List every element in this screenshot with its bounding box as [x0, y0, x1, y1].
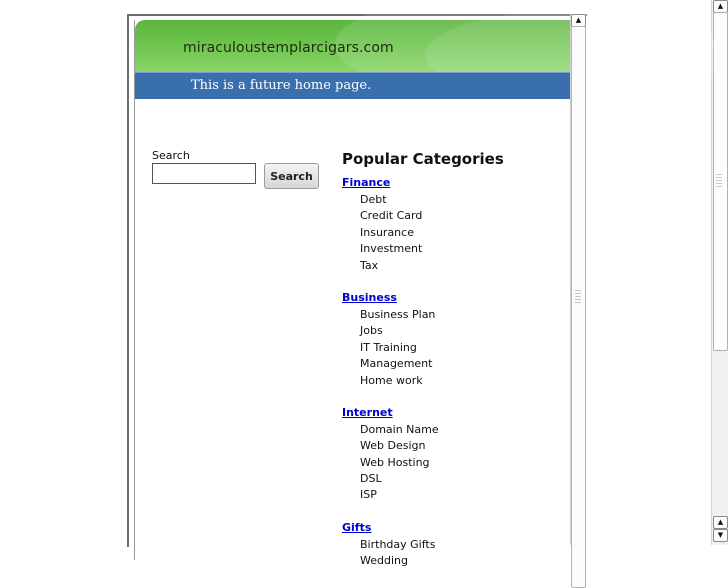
- category-group-business: [342, 290, 567, 389]
- page-scrollbar[interactable]: [711, 0, 728, 545]
- subcategory-item[interactable]: Web Hosting: [360, 455, 430, 469]
- subcategory-item[interactable]: Birthday Gifts: [360, 537, 436, 551]
- site-title: miraculoustemplarcigars.com: [183, 40, 394, 56]
- subcategory-item[interactable]: Wedding: [360, 554, 408, 568]
- search-button[interactable]: Search: [264, 163, 319, 189]
- page-scroll-up-button-bottom[interactable]: [713, 516, 728, 529]
- category-group-internet: [342, 405, 567, 504]
- search-input[interactable]: [152, 163, 256, 184]
- subcategory-item[interactable]: Web Design: [360, 439, 426, 453]
- grip-icon: [575, 290, 581, 304]
- up-arrow-icon: ▲: [575, 16, 582, 24]
- category-link-finance[interactable]: Finance: [342, 176, 391, 189]
- tagline-bar: [135, 72, 573, 99]
- category-link-business[interactable]: Business: [342, 290, 397, 304]
- category-group-gifts: [342, 520, 567, 570]
- category-link-internet[interactable]: Internet: [342, 405, 393, 419]
- subcategory-item[interactable]: Insurance: [360, 225, 414, 239]
- subcategory-item[interactable]: Tax: [360, 258, 379, 272]
- up-arrow-icon: ▲: [717, 2, 724, 10]
- popular-categories: [342, 150, 567, 586]
- category-link-gifts[interactable]: Gifts: [342, 520, 372, 534]
- up-arrow-icon: ▲: [717, 518, 724, 526]
- subcategory-item[interactable]: Management: [360, 357, 433, 371]
- subcategory-item[interactable]: DSL: [360, 472, 382, 486]
- page-scroll-down-button[interactable]: [713, 529, 728, 542]
- subcategory-item[interactable]: Debt: [360, 193, 387, 206]
- subcategory-item[interactable]: ISP: [360, 488, 377, 502]
- frame-inner: [134, 20, 573, 568]
- frame-scrollbar[interactable]: [570, 14, 586, 545]
- subcategory-item[interactable]: Domain Name: [360, 422, 439, 436]
- subcategory-item[interactable]: Credit Card: [360, 209, 423, 223]
- content-frame: [127, 14, 587, 568]
- subcategory-item[interactable]: Jobs: [360, 324, 383, 338]
- site-header: [135, 20, 573, 72]
- frame-scroll-thumb[interactable]: [571, 26, 586, 588]
- down-arrow-icon: ▼: [717, 531, 724, 539]
- subcategory-item[interactable]: Business Plan: [360, 307, 436, 321]
- categories-heading: Popular Categories: [342, 150, 504, 168]
- tagline: This is a future home page.: [191, 78, 372, 93]
- grip-icon: [716, 174, 722, 188]
- subcategory-item[interactable]: Investment: [360, 242, 423, 256]
- category-group-finance: [342, 175, 567, 274]
- subcategory-item[interactable]: IT Training: [360, 340, 417, 354]
- search-label: Search: [152, 149, 190, 162]
- subcategory-item[interactable]: Home work: [360, 373, 423, 387]
